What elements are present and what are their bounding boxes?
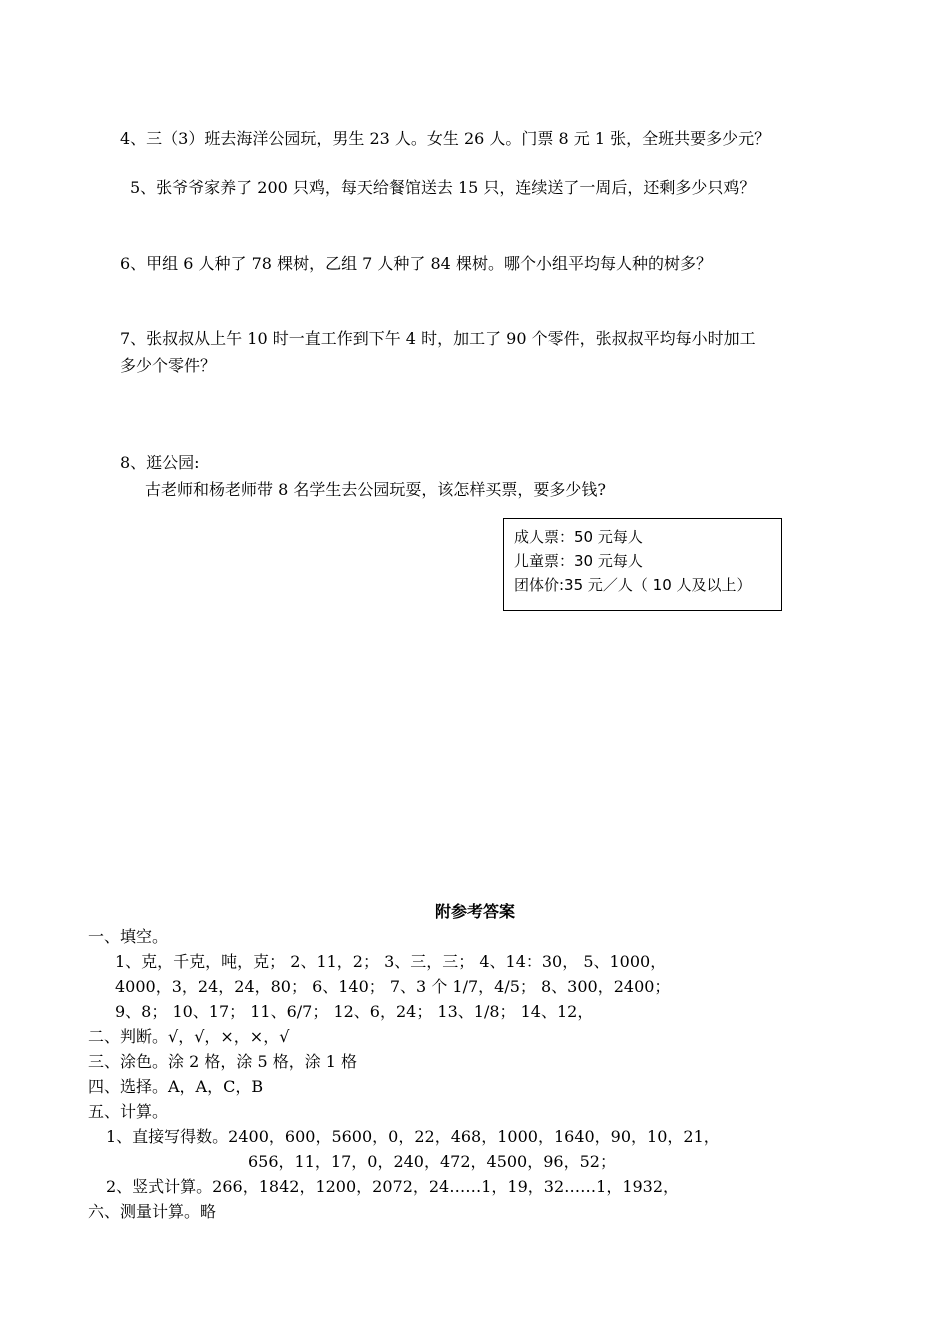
- problem-4: 4、三（3）班去海洋公园玩，男生 23 人。女生 26 人。门票 8 元 1 张，全班共要多少元？: [120, 129, 771, 148]
- answer-key-title: 附参考答案: [434, 902, 515, 921]
- ticket-price-box: [503, 518, 782, 611]
- answer-section-6: 六、测量计算。略: [88, 1202, 217, 1221]
- child-ticket-price: 儿童票：30 元每人: [514, 552, 643, 570]
- answer-line: 2、竖式计算。266，1842，1200，2072，24……1，19，32……1，1932，: [106, 1177, 680, 1196]
- answer-line: 9、8； 10、17； 11、6/7； 12、6，24； 13、1/8； 14、12，: [115, 1002, 594, 1021]
- answer-section-4: 四、选择。A，A，C，B: [88, 1077, 264, 1096]
- problem-7-line-1: 7、张叔叔从上午 10 时一直工作到下午 4 时，加工了 90 个零件，张叔叔平均每小时加工: [120, 329, 756, 348]
- answer-line: 656，11，17，0，240，472，4500，96，52；: [248, 1152, 616, 1171]
- answer-line: 4000，3，24，24，80； 6、140； 7、3 个 1/7，4/5； 8、300，2400；: [115, 977, 671, 996]
- problem-6: 6、甲组 6 人种了 78 棵树，乙组 7 人种了 84 棵树。哪个小组平均每人种的树多？: [120, 254, 712, 273]
- problem-5: 5、张爷爷家养了 200 只鸡，每天给餐馆送去 15 只，连续送了一周后，还剩多少只鸡？: [130, 178, 756, 197]
- problem-8-heading: 8、逛公园:: [120, 453, 200, 472]
- answer-section-1-heading: 一、填空。: [88, 927, 169, 946]
- problem-7-line-2: 多少个零件？: [120, 356, 217, 375]
- group-ticket-price: 团体价:35 元／人（ 10 人及以上）: [514, 576, 752, 594]
- answer-line: 1、直接写得数。2400，600，5600，0，22，468，1000，1640，90，10，21，: [106, 1127, 720, 1146]
- answer-section-3: 三、涂色。涂 2 格，涂 5 格，涂 1 格: [88, 1052, 358, 1071]
- answer-section-5-heading: 五、计算。: [88, 1102, 169, 1121]
- answer-section-2: 二、判断。√，√，×，×，√: [88, 1027, 290, 1046]
- answer-line: 1、克，千克，吨，克； 2、11，2； 3、三，三； 4、14：30， 5、1000，: [115, 952, 667, 971]
- adult-ticket-price: 成人票：50 元每人: [514, 528, 643, 546]
- problem-8-text: 古老师和杨老师带 8 名学生去公园玩耍，该怎样买票，要多少钱?: [145, 480, 606, 499]
